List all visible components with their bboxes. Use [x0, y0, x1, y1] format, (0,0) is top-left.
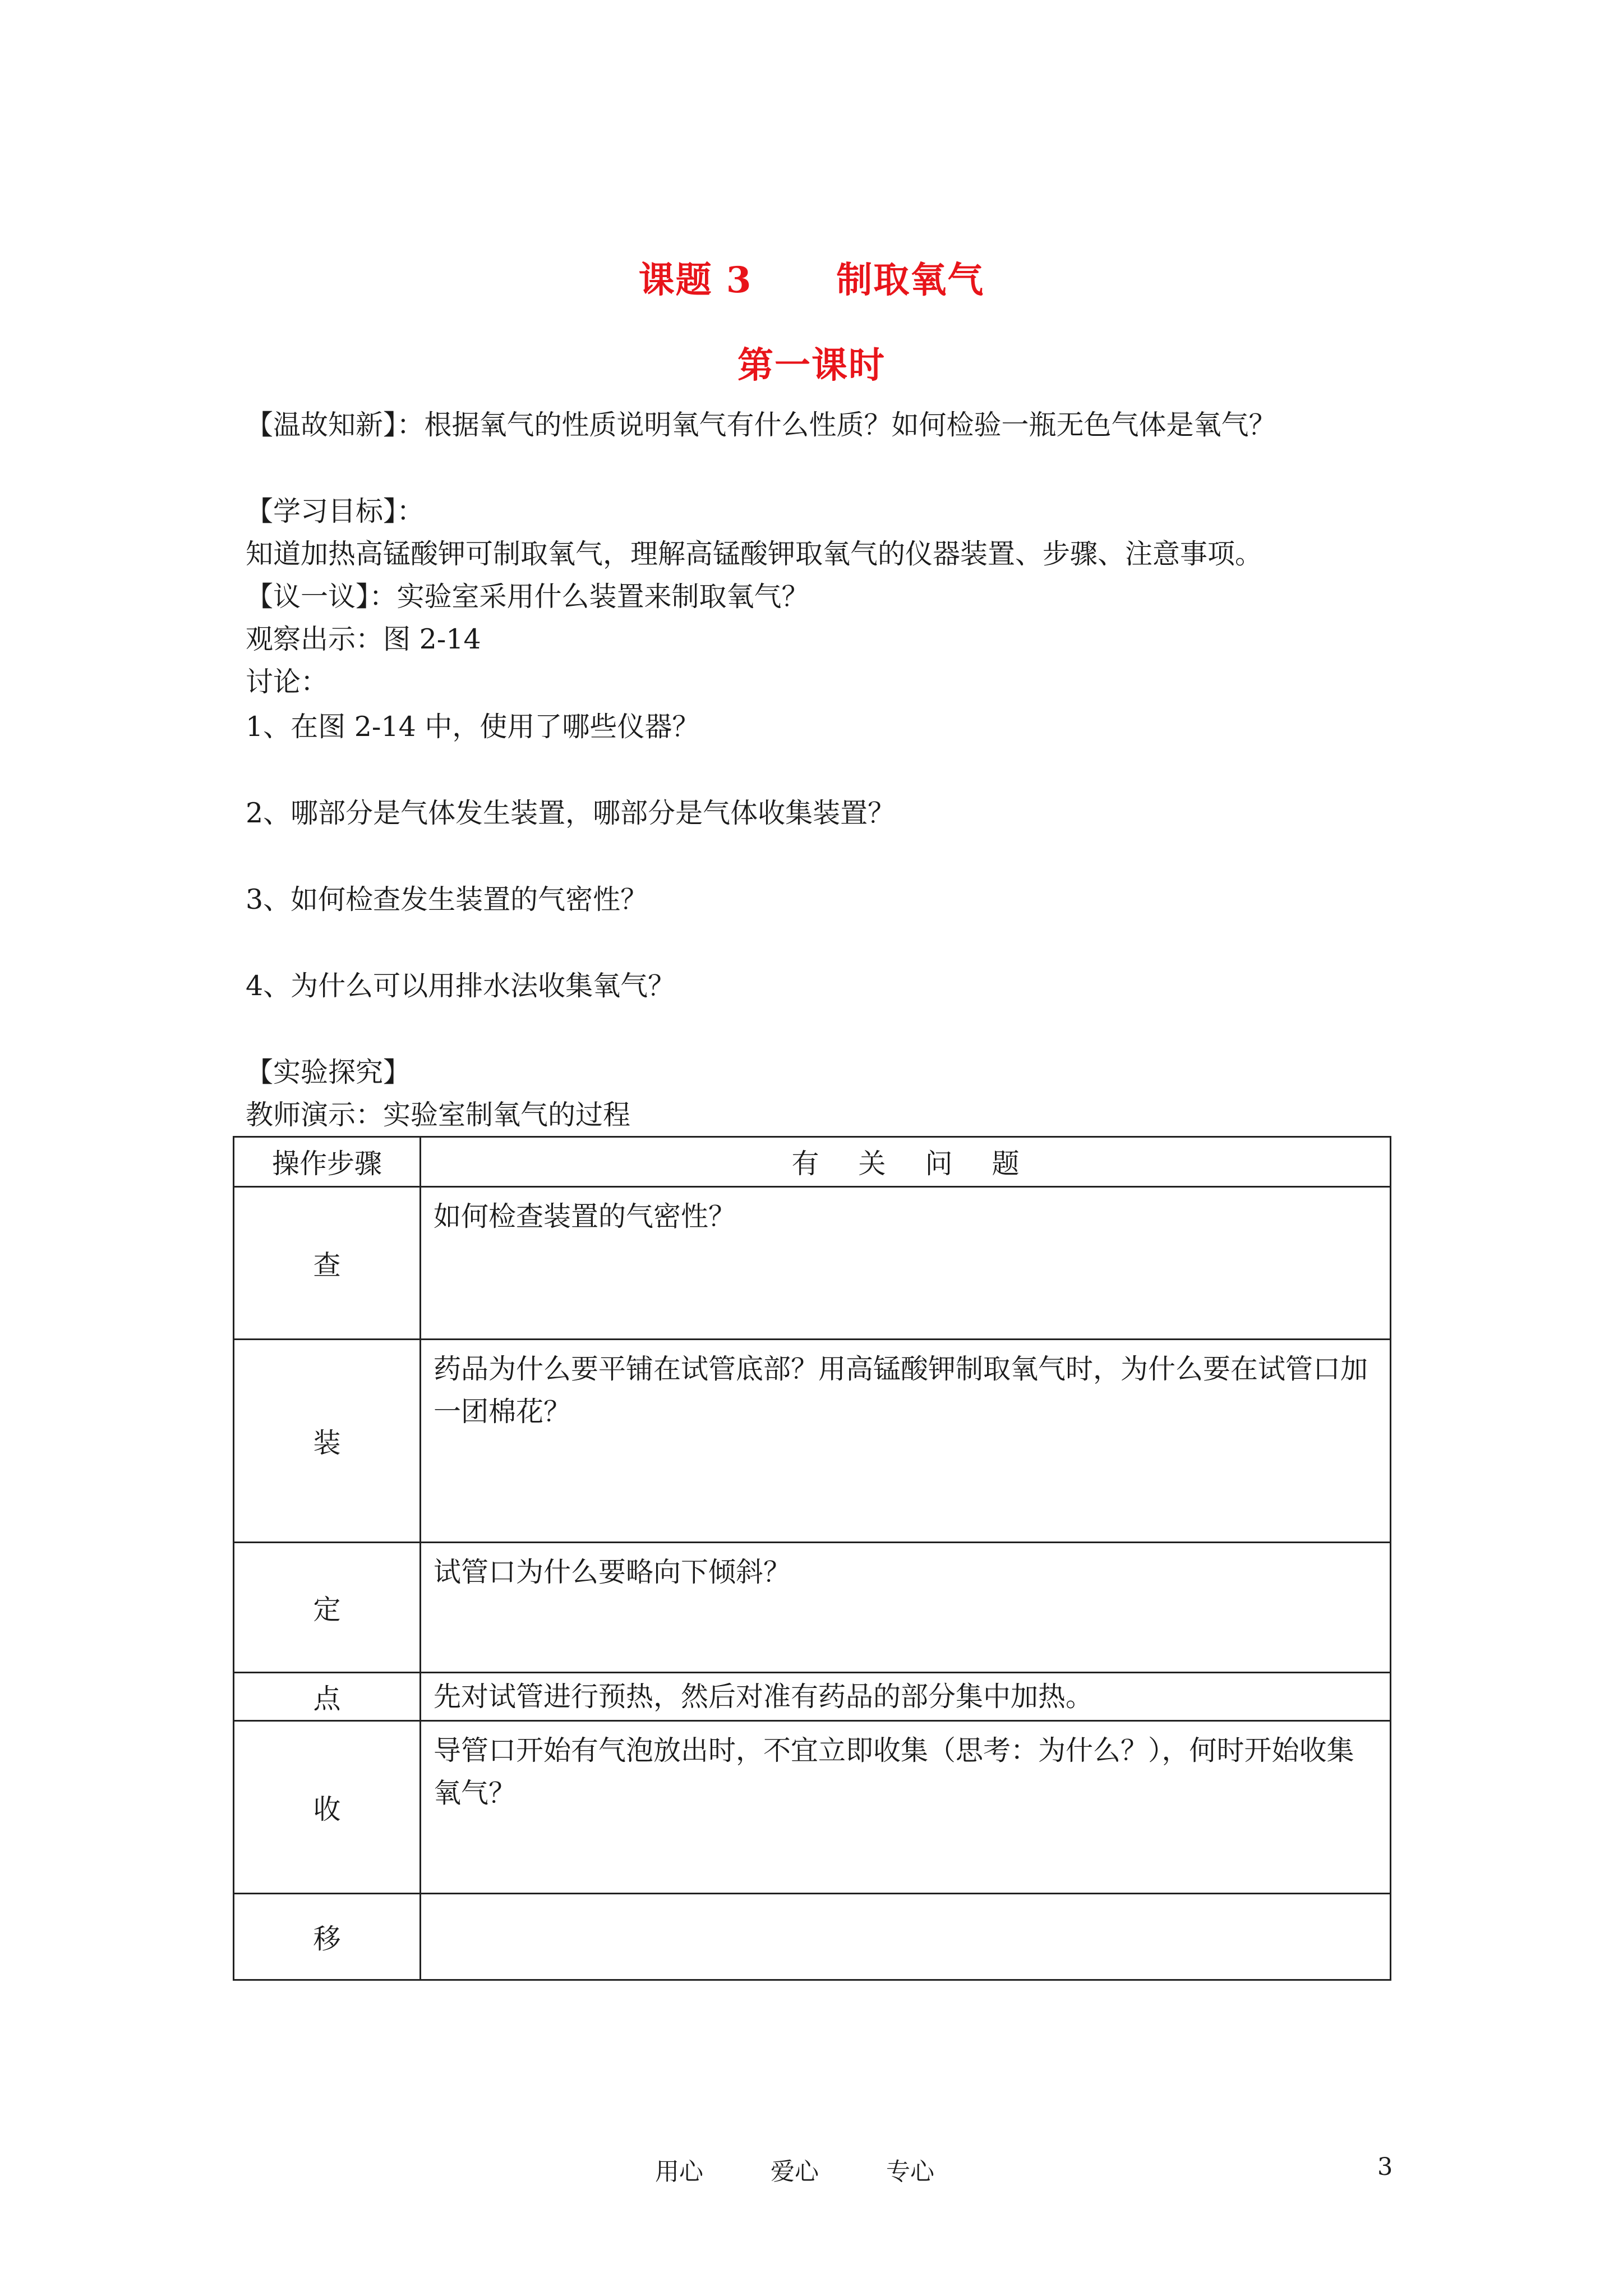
- step-cell: 移: [234, 1894, 421, 1980]
- step-cell: 收: [234, 1721, 421, 1894]
- question-1: 1、在图 2-14 中，使用了哪些仪器？: [246, 711, 700, 743]
- question-cell: 试管口为什么要略向下倾斜？: [421, 1543, 1391, 1673]
- question-4: 4、为什么可以用排水法收集氧气？: [246, 970, 676, 1002]
- title-topic: 制取氧气: [836, 259, 985, 301]
- question-2: 2、哪部分是气体发生装置，哪部分是气体收集装置？: [246, 797, 896, 829]
- footer-item: 爱心: [771, 2158, 819, 2186]
- observe-line: 观察出示：图 2-14: [246, 623, 481, 655]
- step-cell: 装: [234, 1340, 421, 1543]
- question-cell: [421, 1894, 1391, 1980]
- page-title: [0, 251, 1623, 303]
- question-cell: 导管口开始有气泡放出时，不宜立即收集（思考：为什么？），何时开始收集氧气？: [421, 1721, 1391, 1894]
- review-line: 【温故知新】：根据氧气的性质说明氧气有什么性质？如何检验一瓶无色气体是氧气？: [246, 409, 1276, 441]
- table-row: [234, 1187, 1391, 1340]
- table-row: [234, 1340, 1391, 1543]
- demo-line: 教师演示：实验室制氧气的过程: [246, 1099, 631, 1131]
- title-lesson-number: 课题 3: [638, 259, 753, 301]
- header-step: 操作步骤: [234, 1137, 421, 1187]
- page-subtitle: 第一课时: [737, 344, 886, 386]
- table-row: [234, 1894, 1391, 1980]
- goal-text: 知道加热高锰酸钾可制取氧气，理解高锰酸钾取氧气的仪器装置、步骤、注意事项。: [246, 538, 1263, 570]
- footer-item: 专心: [886, 2158, 934, 2186]
- page-number: 3: [1377, 2153, 1393, 2181]
- question-3: 3、如何检查发生装置的气密性？: [246, 884, 648, 915]
- step-cell: 定: [234, 1543, 421, 1673]
- explore-heading: 【实验探究】: [246, 1056, 411, 1088]
- goal-heading: 【学习目标】：: [246, 495, 425, 527]
- table-row: [234, 1673, 1391, 1721]
- header-question: 有关问题: [421, 1137, 1391, 1187]
- question-cell: 先对试管进行预热，然后对准有药品的部分集中加热。: [421, 1673, 1391, 1721]
- table-header-row: [234, 1137, 1391, 1187]
- step-cell: 查: [234, 1187, 421, 1340]
- question-cell: 药品为什么要平铺在试管底部？用高锰酸钾制取氧气时，为什么要在试管口加一团棉花？: [421, 1340, 1391, 1543]
- table-row: [234, 1721, 1391, 1894]
- page-footer: [655, 2153, 1002, 2187]
- table-row: [234, 1543, 1391, 1673]
- procedure-table: [233, 1136, 1391, 1981]
- discussion-label: 讨论：: [246, 666, 329, 698]
- footer-item: 用心: [655, 2158, 703, 2186]
- discuss-heading: 【议一议】：实验室采用什么装置来制取氧气？: [246, 581, 809, 613]
- question-cell: 如何检查装置的气密性？: [421, 1187, 1391, 1340]
- step-cell: 点: [234, 1673, 421, 1721]
